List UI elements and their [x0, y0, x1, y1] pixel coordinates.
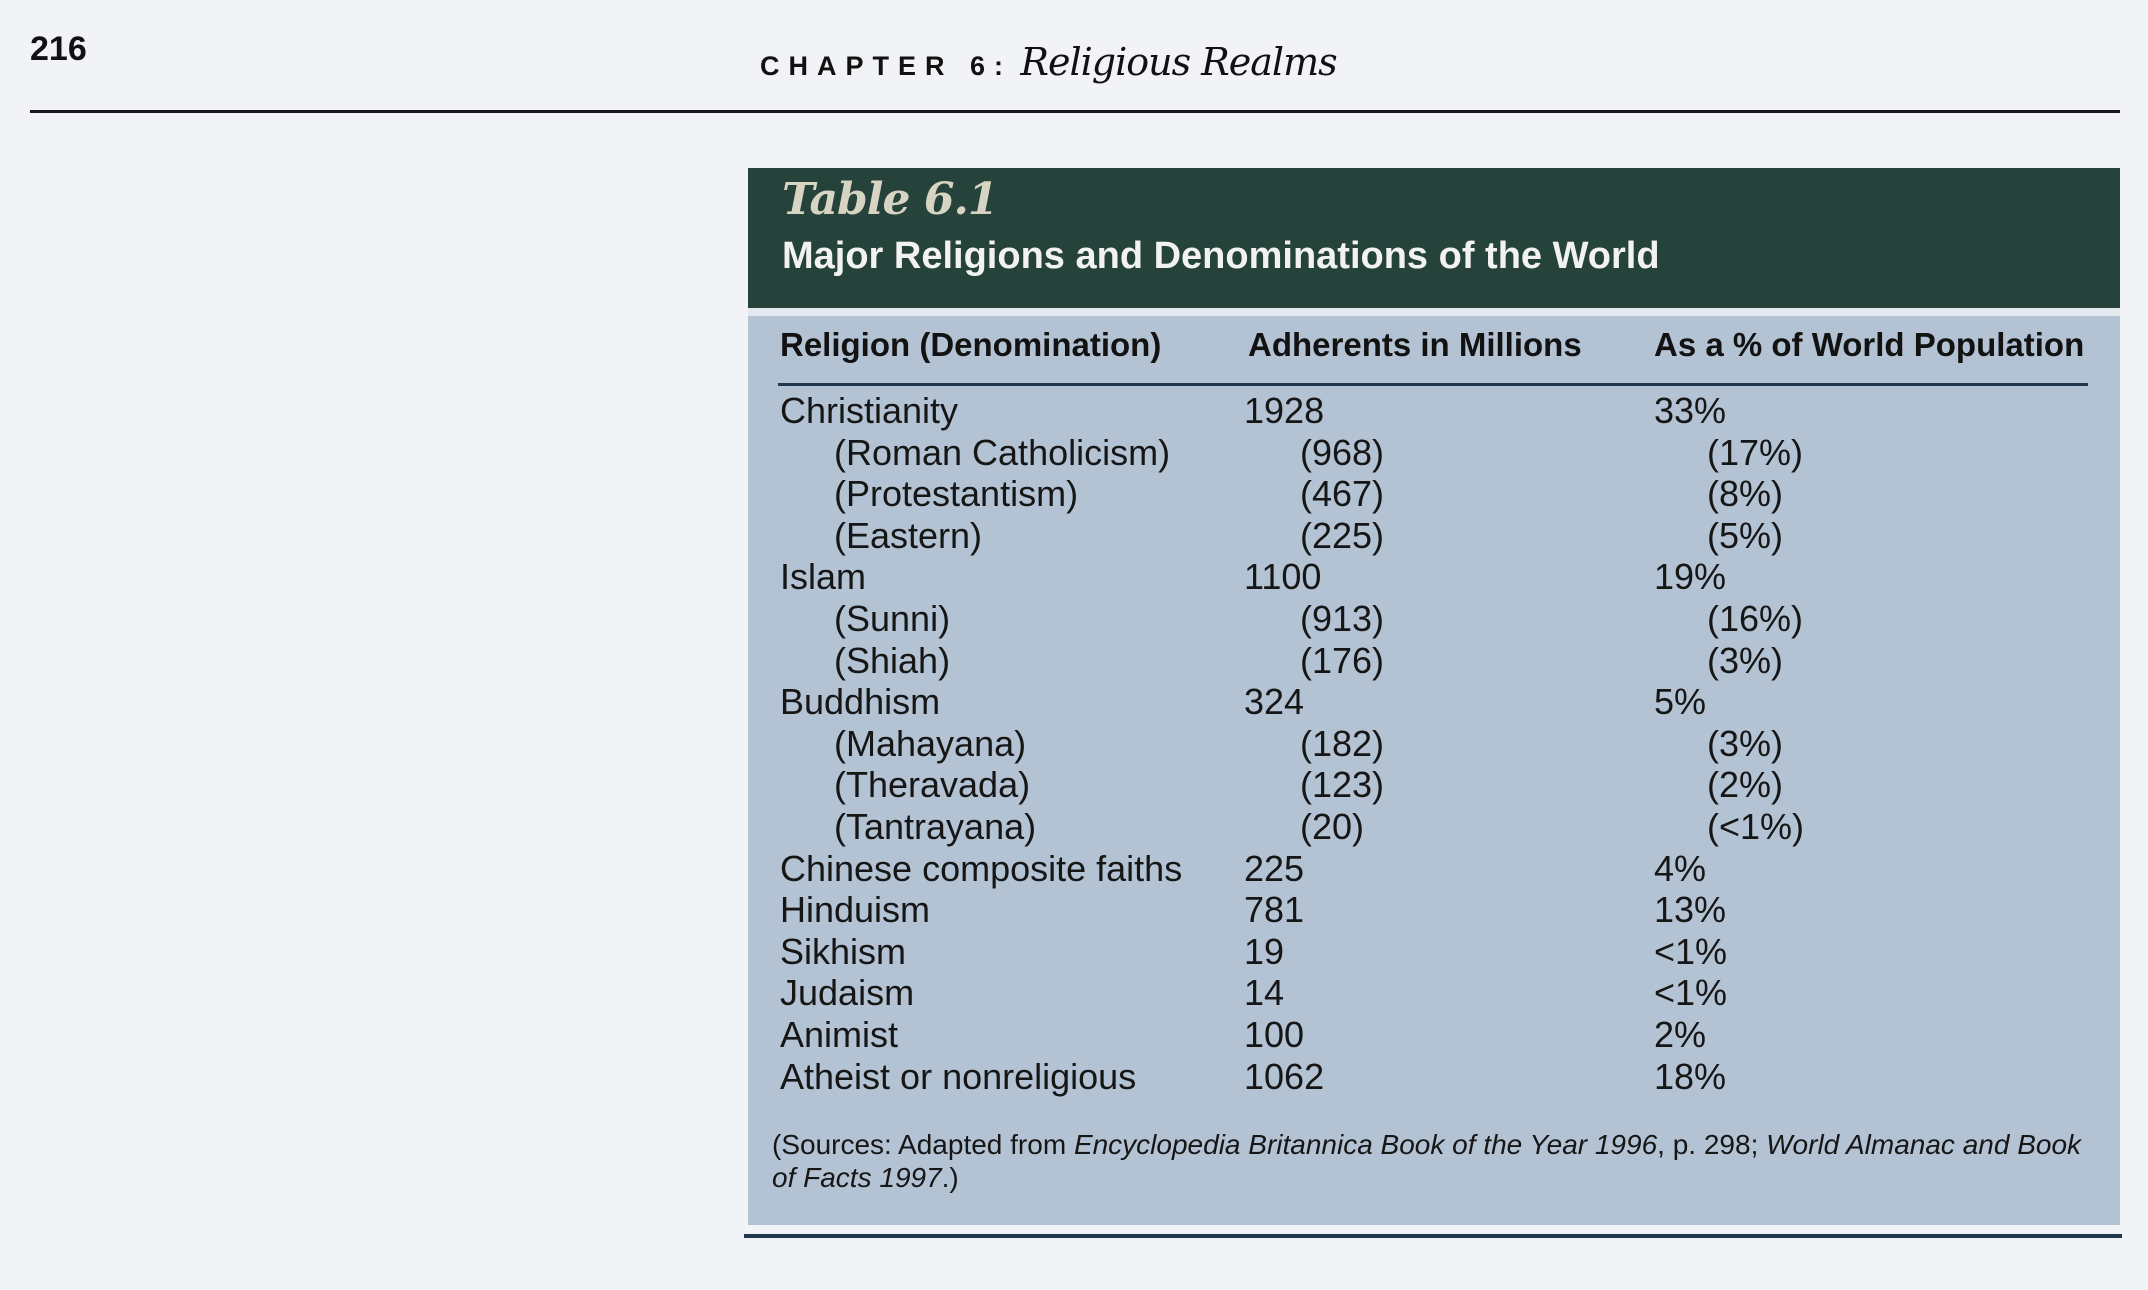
religion-cell: Christianity [780, 390, 959, 431]
table-row [748, 1056, 2120, 1098]
table-title: Major Religions and Denominations of the World [782, 235, 1660, 277]
adherents-cell: (968) [1300, 431, 1385, 473]
table-row [748, 931, 2120, 973]
table-body [748, 390, 2120, 1097]
religion-cell: (Tantrayana) [834, 805, 1037, 847]
percent-cell: (17%) [1707, 431, 1804, 473]
percent-cell: <1% [1654, 972, 1728, 1014]
chapter-title: Religious Realms [1020, 40, 1337, 84]
table-row [748, 972, 2120, 1014]
adherents-cell: (20) [1300, 805, 1365, 847]
religion-cell: Atheist or nonreligious [780, 1055, 1137, 1097]
table-row [748, 556, 2120, 598]
religion-cell: (Mahayana) [834, 722, 1027, 764]
source-world-almanac: World Almanac and Book of Facts 1997 [772, 1129, 2082, 1193]
adherents-cell: 781 [1244, 889, 1305, 931]
religion-cell: Judaism [780, 972, 915, 1014]
percent-cell: 19% [1654, 556, 1727, 598]
religion-cell: Sikhism [780, 930, 907, 972]
religion-cell: (Shiah) [834, 639, 951, 681]
adherents-cell: 1062 [1244, 1055, 1325, 1097]
percent-cell: 18% [1654, 1055, 1727, 1097]
percent-cell: 33% [1654, 390, 1727, 431]
religion-cell: Animist [780, 1013, 899, 1055]
table-row [748, 640, 2120, 682]
percent-cell: 4% [1654, 847, 1707, 889]
percent-cell: (3%) [1707, 639, 1784, 681]
adherents-cell: 324 [1244, 681, 1305, 723]
religion-cell: Chinese composite faiths [780, 847, 1183, 889]
table-bottom-rule [744, 1234, 2122, 1238]
adherents-cell: 1100 [1244, 556, 1322, 598]
adherents-cell: (182) [1300, 722, 1385, 764]
percent-cell: (8%) [1707, 473, 1784, 515]
percent-cell: (5%) [1707, 514, 1784, 556]
table-row [748, 432, 2120, 474]
sources-middle: , p. 298; [1657, 1129, 1767, 1160]
religion-cell: (Eastern) [834, 514, 983, 556]
page-number: 216 [30, 30, 87, 68]
adherents-cell: (176) [1300, 639, 1385, 681]
column-header-adherents: Adherents in Millions [1248, 326, 1582, 363]
table-sources [772, 1128, 2102, 1194]
table-row [748, 598, 2120, 640]
religion-cell: Islam [780, 556, 867, 598]
percent-cell: (3%) [1707, 722, 1784, 764]
adherents-cell: (467) [1300, 473, 1385, 515]
table-row [748, 848, 2120, 890]
percent-cell: 13% [1654, 889, 1727, 931]
religion-cell: (Theravada) [834, 764, 1031, 806]
adherents-cell: 225 [1244, 847, 1305, 889]
religion-cell: Buddhism [780, 681, 941, 723]
table-title-band [748, 168, 2120, 308]
table-row [748, 1014, 2120, 1056]
adherents-cell: (123) [1300, 764, 1385, 806]
religion-cell: (Sunni) [834, 597, 951, 639]
chapter-label: CHAPTER 6: [760, 51, 1013, 81]
percent-cell: <1% [1654, 930, 1728, 972]
table-row [748, 764, 2120, 806]
table-row [748, 473, 2120, 515]
running-header [760, 40, 1337, 84]
table-row [748, 681, 2120, 723]
source-britannica: Encyclopedia Britannica Book of the Year 1996 [1073, 1129, 1658, 1160]
column-header-rule [778, 383, 2088, 386]
header-rule [30, 110, 2120, 113]
percent-cell: (<1%) [1707, 805, 1805, 847]
column-header-percent: As a % of World Population [1654, 326, 2085, 363]
table-row [748, 515, 2120, 557]
title-band-stripe [748, 308, 2120, 316]
table-row [748, 889, 2120, 931]
percent-cell: (2%) [1707, 764, 1784, 806]
percent-cell: 2% [1654, 1013, 1707, 1055]
sources-suffix: .) [941, 1162, 959, 1193]
religions-table [748, 168, 2120, 1225]
table-row [748, 723, 2120, 765]
adherents-cell: (225) [1300, 514, 1385, 556]
sources-prefix: (Sources: Adapted from [772, 1129, 1074, 1160]
adherents-cell: 100 [1244, 1013, 1305, 1055]
religion-cell: (Roman Catholicism) [834, 431, 1171, 473]
table-number: Table 6.1 [782, 174, 998, 225]
religion-cell: (Protestantism) [834, 473, 1079, 515]
religion-cell: Hinduism [780, 889, 931, 931]
adherents-cell: 14 [1244, 972, 1285, 1014]
percent-cell: 5% [1654, 681, 1707, 723]
table-row [748, 806, 2120, 848]
percent-cell: (16%) [1707, 597, 1804, 639]
adherents-cell: 19 [1244, 930, 1285, 972]
adherents-cell: 1928 [1244, 390, 1325, 431]
table-row [748, 390, 2120, 432]
adherents-cell: (913) [1300, 597, 1385, 639]
column-header-religion: Religion (Denomination) [780, 326, 1162, 363]
